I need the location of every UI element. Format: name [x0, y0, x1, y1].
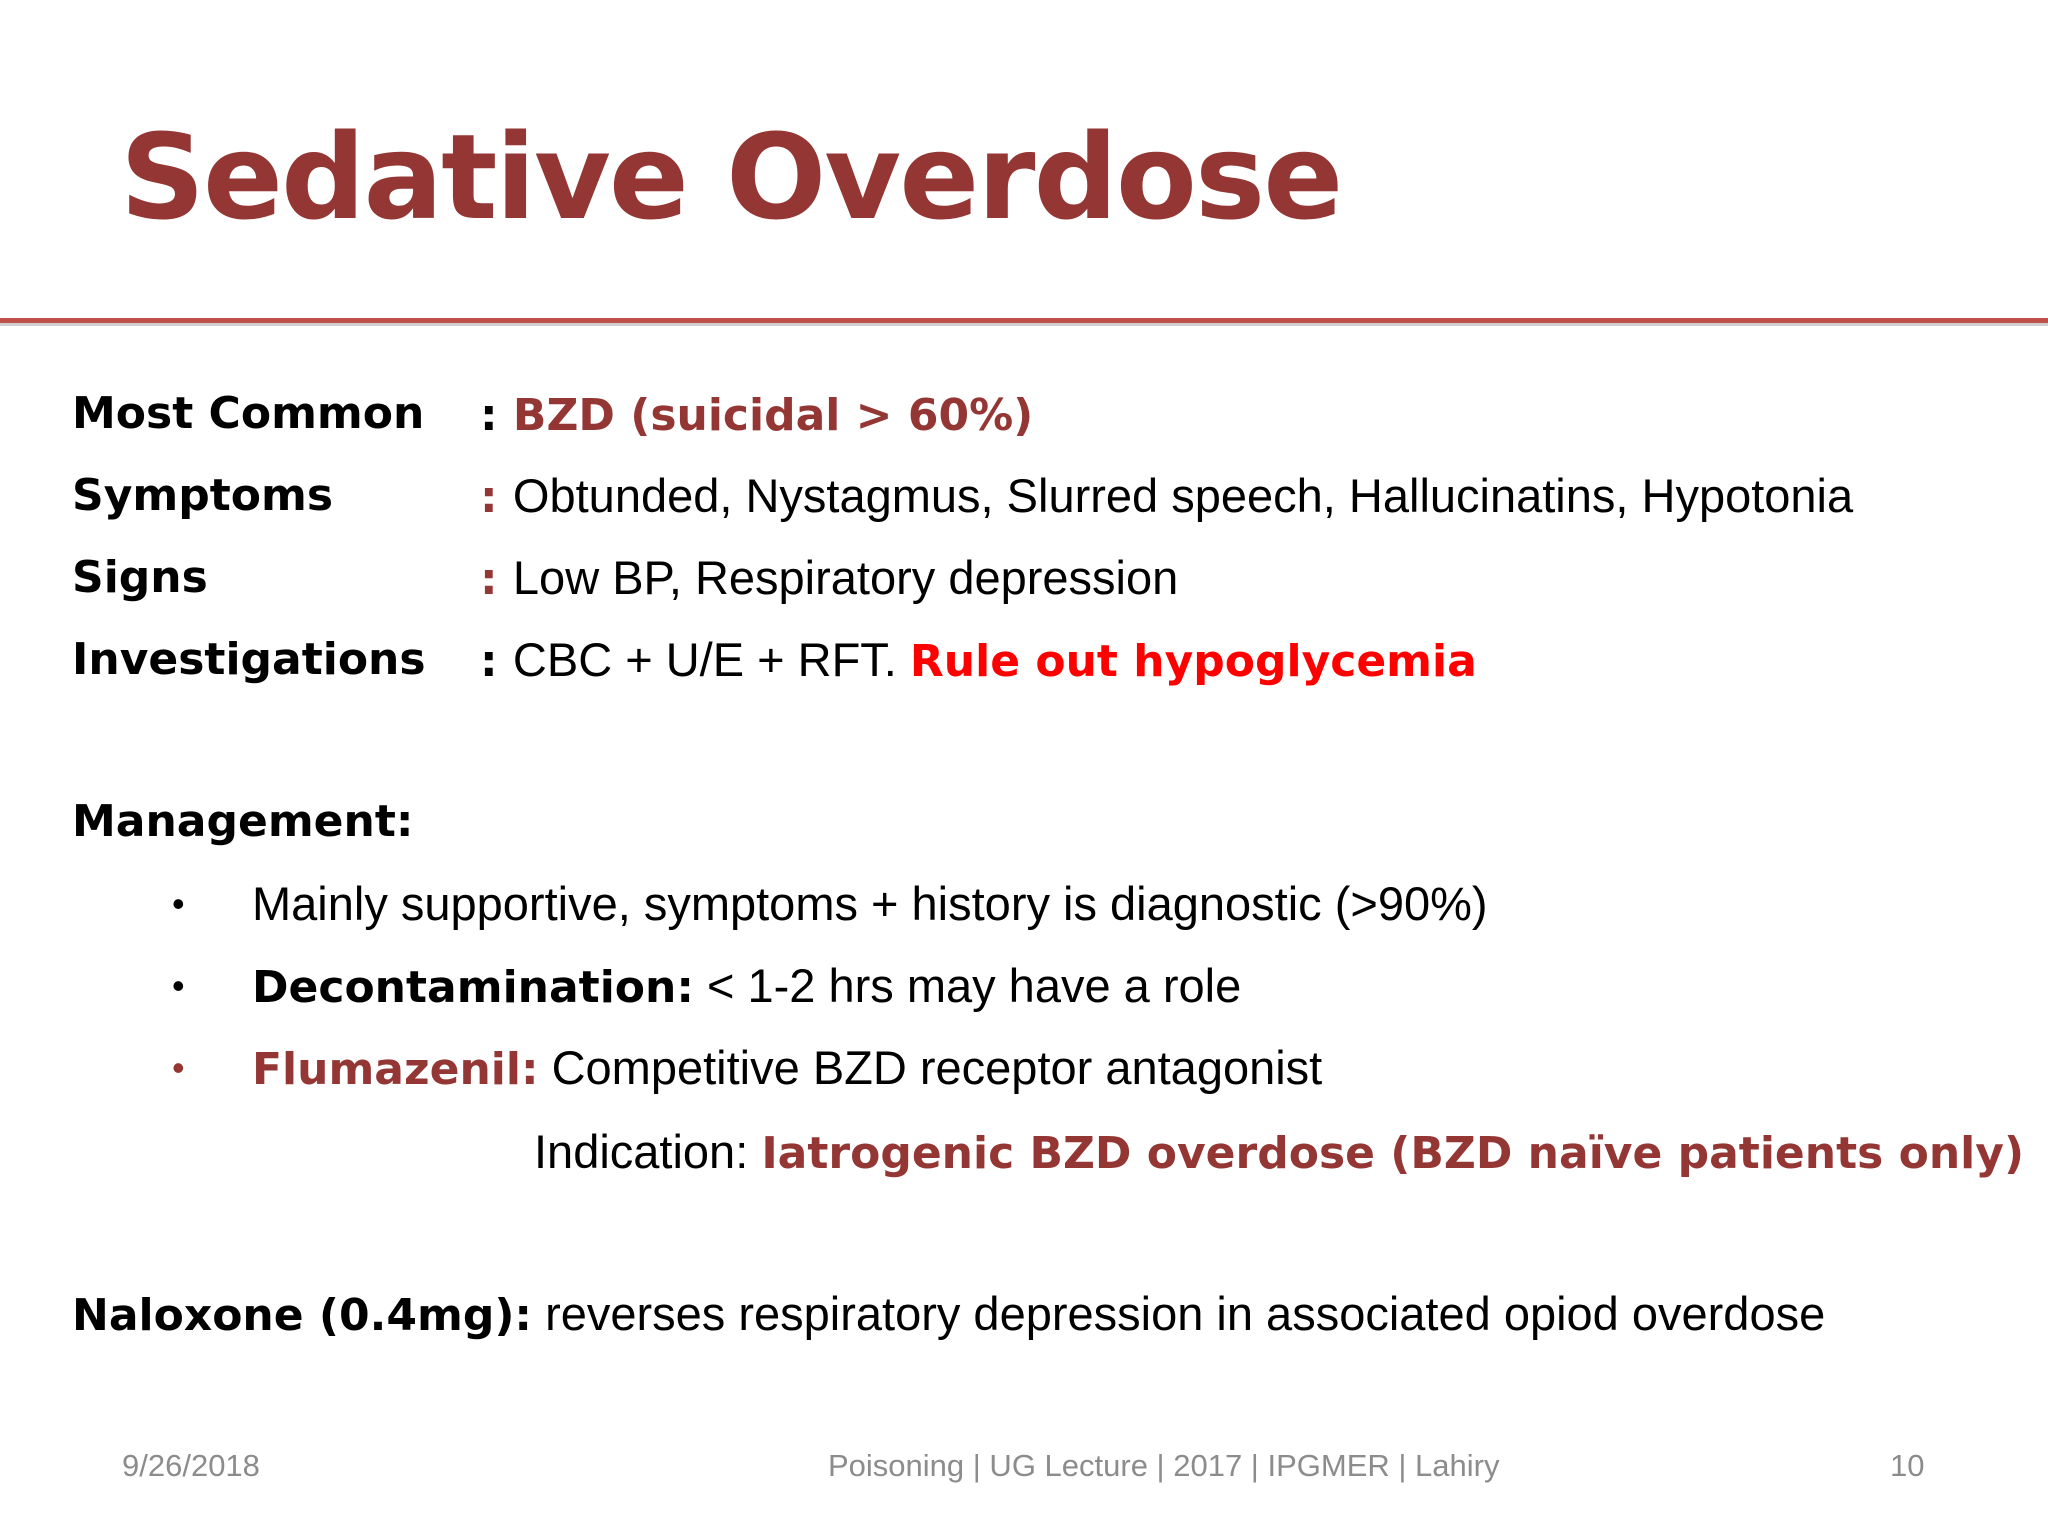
naloxone-text: reverses respiratory depression in associated opiod overdose [532, 1287, 1826, 1340]
indication-label: Indication: [534, 1125, 762, 1178]
fact-colon: : [480, 472, 513, 523]
management-heading: Management: [72, 796, 414, 847]
fact-value-text: CBC + U/E + RFT. [512, 633, 910, 686]
footer-date: 9/26/2018 [122, 1448, 260, 1483]
fact-value [480, 630, 1477, 692]
fact-colon: : [480, 390, 513, 441]
naloxone-lead: Naloxone (0.4mg): [72, 1290, 533, 1341]
bullet-text [252, 874, 1488, 936]
fact-label: Signs [72, 552, 208, 603]
bullet-text [252, 956, 1241, 1018]
bullet-text [252, 1038, 1322, 1100]
flumazenil-indication [534, 1122, 2024, 1182]
indication-value: Iatrogenic BZD overdose (BZD naïve patients only) [761, 1128, 2025, 1179]
fact-label: Investigations [72, 634, 426, 685]
fact-value [480, 384, 1033, 446]
bullet-body: Competitive BZD receptor antagonist [538, 1041, 1323, 1094]
fact-label: Symptoms [72, 470, 334, 521]
slide-title: Sedative Overdose [120, 108, 1342, 246]
bullet-icon: • [172, 1047, 185, 1088]
bullet-lead: Decontamination: [252, 962, 694, 1013]
title-divider-shadow [0, 323, 2048, 326]
fact-value-highlight: Rule out hypoglycemia [909, 636, 1477, 687]
bullet-body: < 1-2 hrs may have a role [693, 959, 1242, 1012]
fact-value-text: Low BP, Respiratory depression [512, 551, 1179, 604]
footer-center: Poisoning | UG Lecture | 2017 | IPGMER | Lahiry [828, 1448, 1500, 1483]
fact-value [480, 466, 1853, 528]
bullet-icon: • [172, 965, 185, 1006]
fact-label: Most Common [72, 388, 425, 439]
fact-value-text: Obtunded, Nystagmus, Slurred speech, Hallucinatins, Hypotonia [512, 469, 1854, 522]
bullet-body: Mainly supportive, symptoms + history is diagnostic (>90%) [252, 877, 1488, 930]
slide-number: 10 [1890, 1448, 1925, 1483]
bullet-icon: • [172, 883, 185, 924]
fact-value [480, 548, 1178, 610]
bullet-lead: Flumazenil: [252, 1044, 539, 1095]
fact-colon: : [480, 554, 513, 605]
fact-value-emphasis: BZD (suicidal > 60%) [512, 390, 1034, 441]
naloxone-note [72, 1284, 1825, 1344]
fact-colon: : [480, 636, 513, 687]
